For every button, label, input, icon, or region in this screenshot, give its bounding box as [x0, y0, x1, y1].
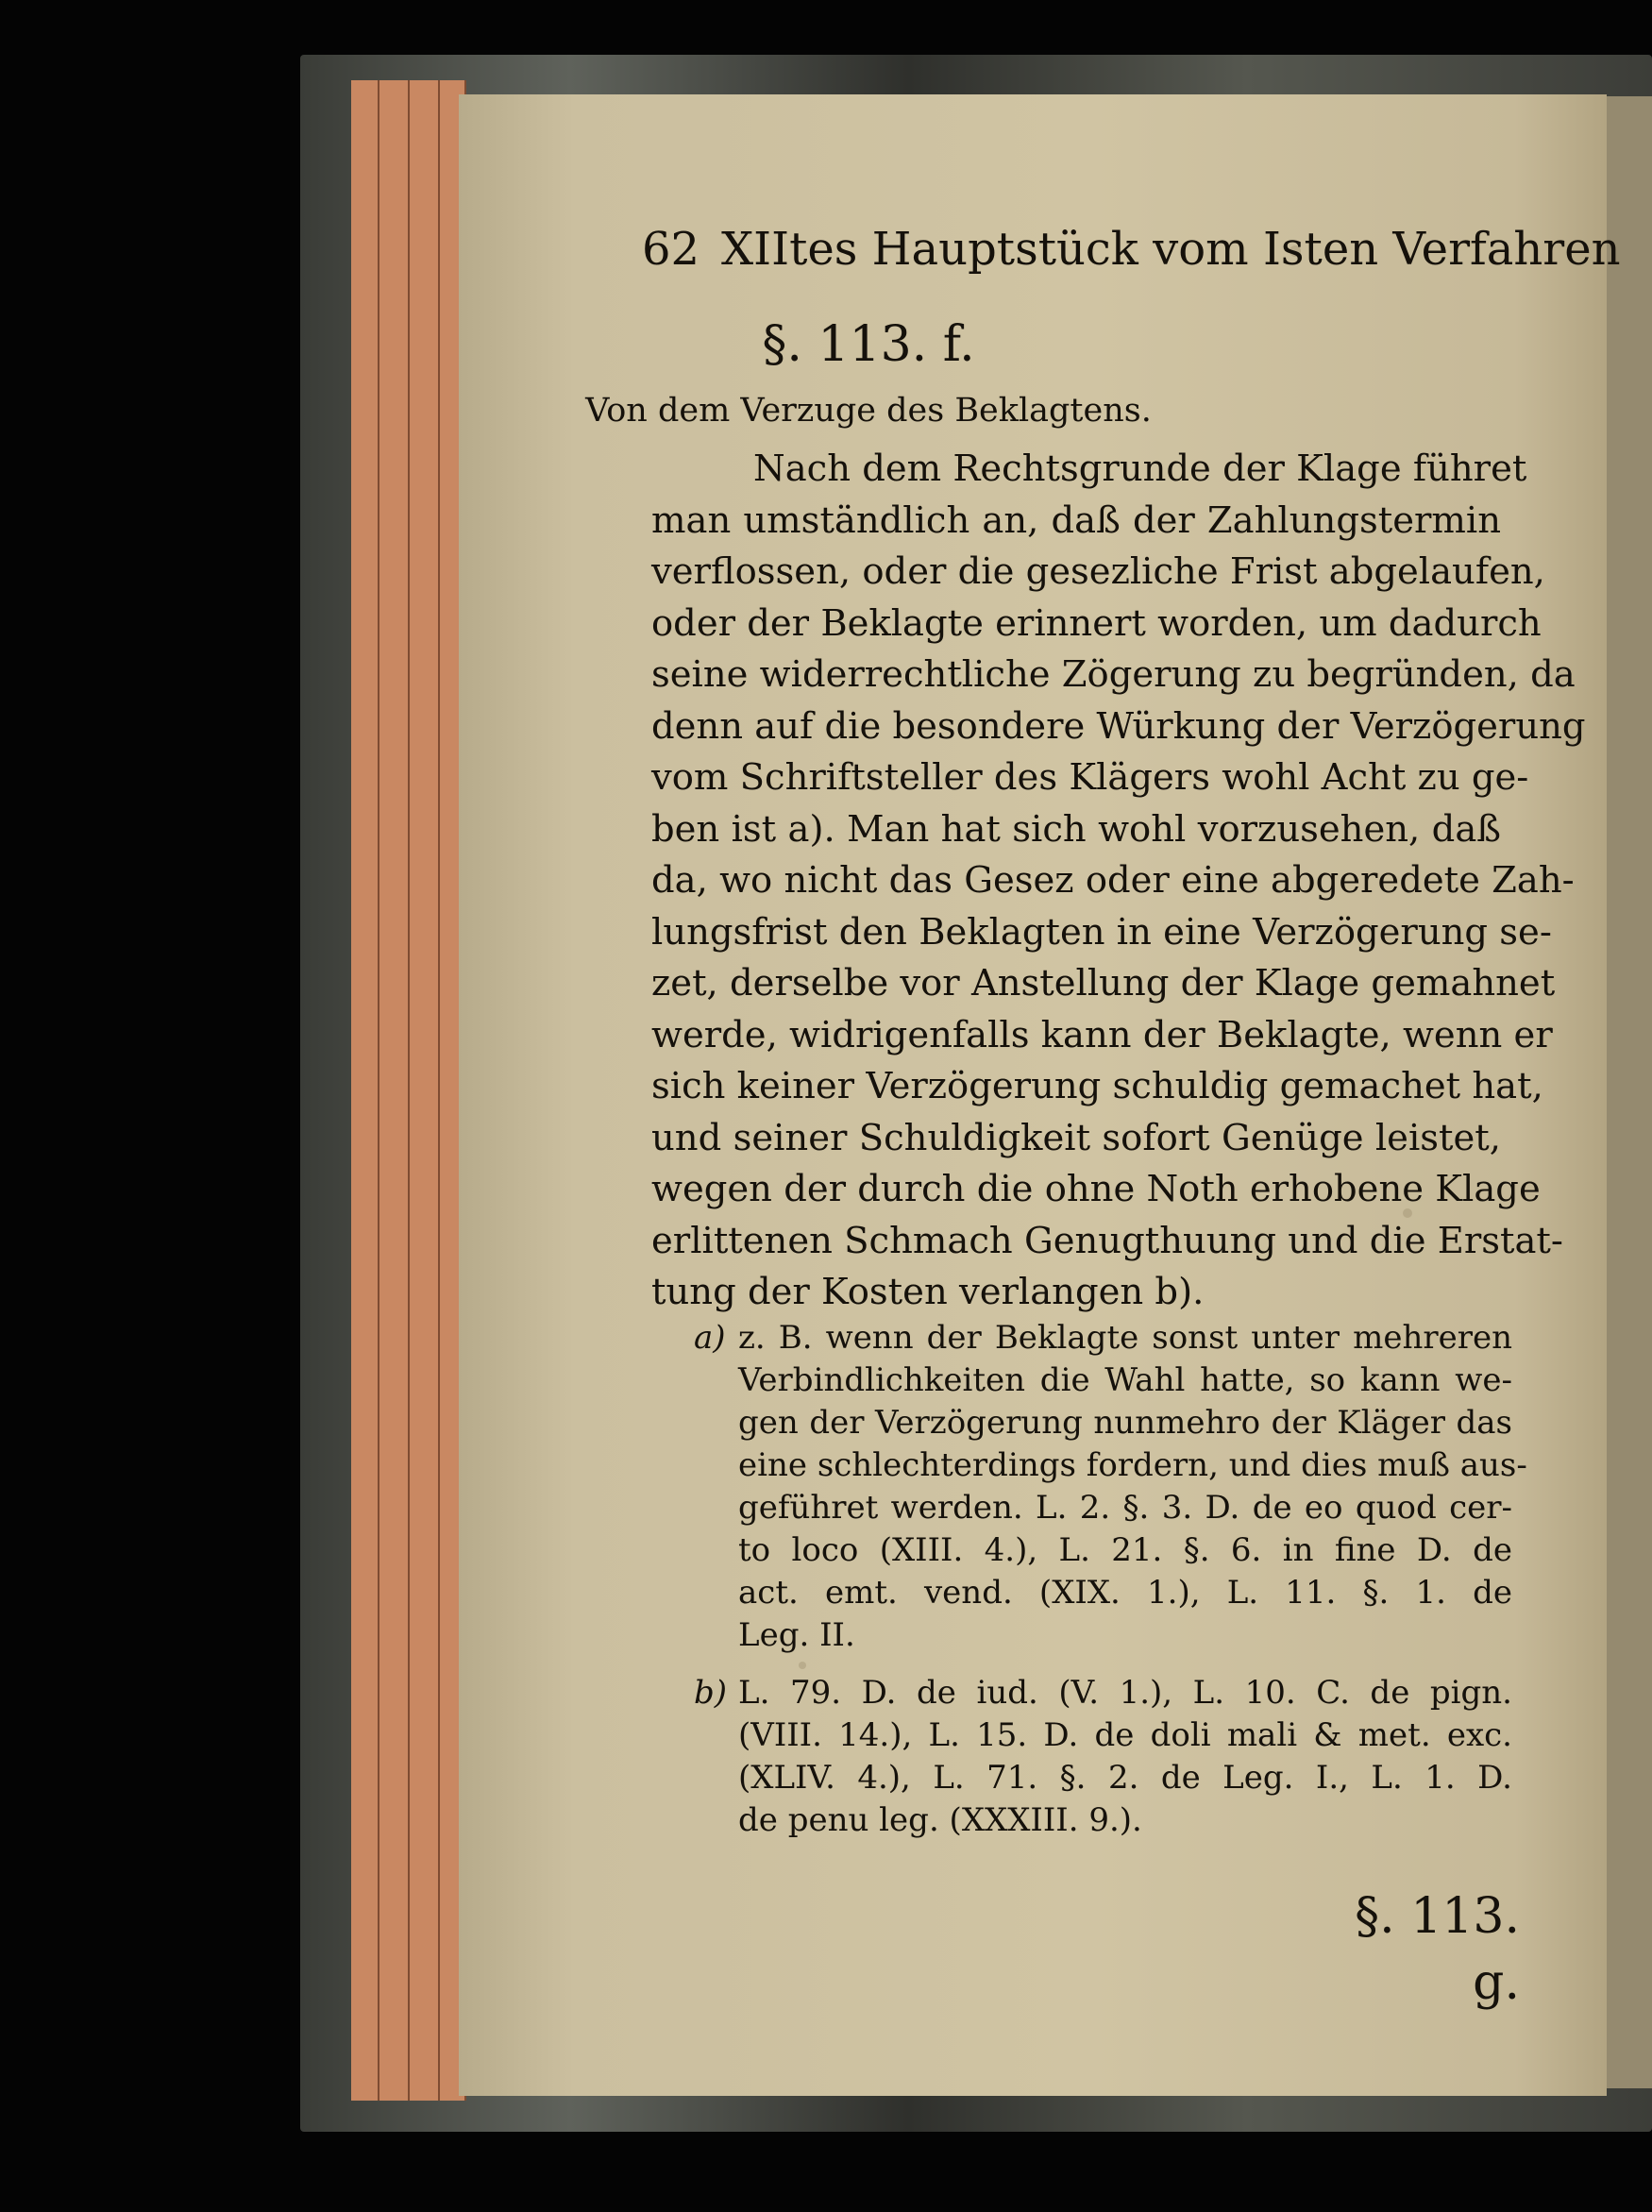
page-edge [351, 80, 379, 2101]
footnote-line: act. emt. vend. (XIX. 1.), L. 11. §. 1. de [738, 1574, 1512, 1612]
body-line: Nach dem Rechtsgrunde der Klage führet [753, 447, 1527, 490]
footnote-line: L. 79. D. de iud. (V. 1.), L. 10. C. de pign. [738, 1674, 1512, 1712]
body-line: vom Schriftsteller des Klägers wohl Acht zu ge- [651, 756, 1529, 799]
footnote-mark: b) [694, 1674, 728, 1712]
footnote-a [694, 1317, 1527, 1657]
page-edge [410, 80, 440, 2101]
footnote-line: gen der Verzögerung nunmehro der Kläger das [738, 1404, 1512, 1442]
body-line: werde, widrigenfalls kann der Beklagte, wenn er [651, 1013, 1553, 1056]
page-number: 62 [642, 223, 700, 276]
body-line: wegen der durch die ohne Noth erhobene Klage [651, 1168, 1541, 1210]
page-edge [379, 80, 410, 2101]
body-line: da, wo nicht das Gesez oder eine abgeredete Zah- [651, 859, 1575, 902]
body-line: ben ist a). Man hat sich wohl vorzusehen, daß [651, 807, 1501, 851]
footnote-line: geführet werden. L. 2. §. 3. D. de eo quod cer- [738, 1489, 1512, 1527]
footnote-line: eine schlechterdings fordern, und dies muß aus- [738, 1446, 1527, 1484]
footnote-line: de penu leg. (XXXIII. 9.). [738, 1801, 1142, 1839]
catchword: §. 113. g. [1355, 1888, 1520, 2011]
footnote-line: Verbindlichkeiten die Wahl hatte, so kann we- [738, 1361, 1512, 1399]
footnote-b [694, 1672, 1512, 1842]
footnote-mark: a) [694, 1319, 726, 1357]
body-line: seine widerrechtliche Zögerung zu begründen, da [651, 653, 1576, 696]
body-line: zet, derselbe vor Anstellung der Klage gemahnet [651, 962, 1556, 1005]
body-line: tung der Kosten verlangen b). [651, 1271, 1205, 1313]
body-text [651, 444, 1586, 1319]
body-line: sich keiner Verzögerung schuldig gemachet hat, [651, 1065, 1543, 1107]
body-line: lungsfrist den Beklagten in eine Verzögerung se- [651, 910, 1552, 954]
footnote-line: (XLIV. 4.), L. 71. §. 2. de Leg. I., L. 1. D. [738, 1759, 1512, 1797]
footnote-line: z. B. wenn der Beklagte sonst unter mehreren [738, 1319, 1512, 1357]
footnote-line: to loco (XIII. 4.), L. 21. §. 6. in fine D. de [738, 1531, 1512, 1569]
footnotes [694, 1317, 1527, 1857]
section-heading: §. 113. f. [762, 316, 975, 373]
footnote-line: Leg. II. [738, 1616, 855, 1654]
body-line: oder der Beklagte erinnert worden, um dadurch [651, 601, 1542, 645]
body-line: denn auf die besondere Würkung der Verzögerung [651, 704, 1586, 748]
body-line: erlittenen Schmach Genugthuung und die Erstat- [651, 1219, 1563, 1262]
body-line: verflossen, oder die gesezliche Frist abgelaufen, [651, 550, 1545, 593]
body-line: und seiner Schuldigkeit sofort Genüge leistet, [651, 1116, 1501, 1159]
body-line: man umständlich an, daß der Zahlungstermin [651, 498, 1501, 542]
running-header [642, 219, 1621, 279]
footnote-line: (VIII. 14.), L. 15. D. de doli mali & met. exc. [738, 1716, 1512, 1754]
section-subtitle: Von dem Verzuge des Beklagtens. [585, 392, 1152, 430]
running-title: XIItes Hauptstück vom Isten Verfahren [721, 223, 1621, 276]
